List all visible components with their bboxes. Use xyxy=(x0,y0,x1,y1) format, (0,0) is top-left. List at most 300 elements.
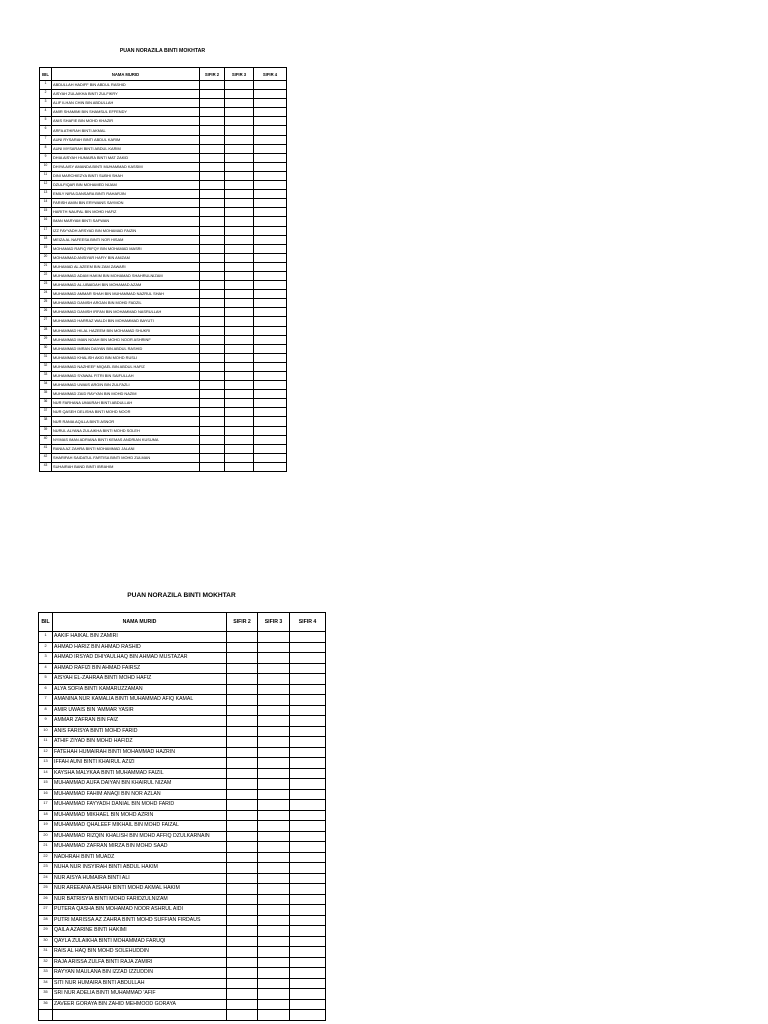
student-name: MUHAMMAD HILAL HAZEEM BIN MOHAMAD SHUKRI xyxy=(52,326,200,335)
student-name: MUHAMMAD NAZHEEF MIQAEL BIN ABDUL HAFIZ xyxy=(52,362,200,371)
sifir-3-cell xyxy=(225,199,254,208)
sifir-2-cell xyxy=(200,217,225,226)
student-name: ARFA ATHIRAH BINTI AKMAL xyxy=(52,126,200,135)
sifir-3-cell xyxy=(225,190,254,199)
sifir-3-cell xyxy=(225,135,254,144)
table-row xyxy=(39,894,326,905)
sifir-2-cell xyxy=(200,390,225,399)
sifir-2-cell xyxy=(200,99,225,108)
table-row xyxy=(40,262,287,271)
student-number: 1 xyxy=(39,632,53,643)
student-name: HARITH NAUFAL BIN MOHD HAFIZ xyxy=(52,208,200,217)
sifir-3-cell xyxy=(258,705,290,716)
sifir-2-cell xyxy=(227,705,258,716)
sifir-2-cell xyxy=(200,353,225,362)
student-name: SITI NUR HUMAIRA BINTI ABDULLAH xyxy=(53,978,227,989)
sifir-4-cell xyxy=(290,821,326,832)
sifir-2-cell xyxy=(227,915,258,926)
sifir-3-cell xyxy=(258,789,290,800)
sifir-2-cell xyxy=(227,684,258,695)
student-number: 37 xyxy=(40,408,52,417)
sifir-3-cell xyxy=(258,800,290,811)
table-row xyxy=(39,936,326,947)
sifir-4-cell xyxy=(254,335,287,344)
table-row xyxy=(40,317,287,326)
table-row xyxy=(39,779,326,790)
sifir-4-cell xyxy=(254,217,287,226)
column-header-sifir-4: SIFIR 4 xyxy=(254,68,287,81)
sifir-4-cell xyxy=(290,989,326,1000)
student-name: RANIA AZ ZAHRA BINTI MOHAMMAD JALANI xyxy=(52,444,200,453)
sifir-3-cell xyxy=(225,226,254,235)
table-row xyxy=(39,821,326,832)
student-name: MUHAMMAD RIZQIN KHALISH BIN MOHD AFFIQ DZULKARNAIN xyxy=(53,831,227,842)
sifir-2-cell xyxy=(200,362,225,371)
sifir-3-cell xyxy=(225,326,254,335)
table-body xyxy=(39,632,326,1021)
table-row xyxy=(40,162,287,171)
sifir-4-cell xyxy=(290,831,326,842)
sifir-4-cell xyxy=(290,642,326,653)
student-number: 36 xyxy=(40,399,52,408)
sifir-3-cell xyxy=(225,262,254,271)
sifir-2-cell xyxy=(200,135,225,144)
sifir-4-cell xyxy=(254,153,287,162)
sifir-2-cell xyxy=(227,737,258,748)
student-name: SUHAIRAH BAND BINTI IBRAHIM xyxy=(52,462,200,471)
student-name: AUNI RYSARAH BINTI ABDUL KARIM xyxy=(52,135,200,144)
column-header-sifir-3: SIFIR 3 xyxy=(258,613,290,632)
table-row xyxy=(39,999,326,1010)
student-name: AMIR SHAMIMI BIN SHAMSUL EFFENDY xyxy=(52,108,200,117)
sifir-3-cell xyxy=(225,244,254,253)
sifir-3-cell xyxy=(225,153,254,162)
table-row xyxy=(39,663,326,674)
sifir-4-cell xyxy=(290,947,326,958)
column-header-sifir-4: SIFIR 4 xyxy=(290,613,326,632)
student-name: MUHAMMAD IMAN NOAH BIN MOHD NOOR ASHRINF xyxy=(52,335,200,344)
student-name: MUHAMMAD ADAM HAKIM BIN MOHAMAD SHAHRULNIZAM xyxy=(52,271,200,280)
sifir-2-cell xyxy=(200,144,225,153)
sifir-4-cell xyxy=(290,1010,326,1021)
column-header-sifir-2: SIFIR 2 xyxy=(200,68,225,81)
student-number: 28 xyxy=(39,915,53,926)
table-row xyxy=(40,408,287,417)
sheet-title: PUAN NORAZILA BINTI MOKHTAR xyxy=(119,48,206,54)
student-number: 23 xyxy=(40,281,52,290)
sifir-4-cell xyxy=(290,863,326,874)
sifir-4-cell xyxy=(254,444,287,453)
sifir-2-cell xyxy=(200,208,225,217)
student-number: 17 xyxy=(39,800,53,811)
table-row xyxy=(40,417,287,426)
sifir-4-cell xyxy=(254,126,287,135)
sifir-2-cell xyxy=(200,326,225,335)
sifir-3-cell xyxy=(225,181,254,190)
student-name: ABDULLAH HADIFF BIN ABDUL RASHID xyxy=(52,81,200,90)
sifir-2-cell xyxy=(227,894,258,905)
student-name: ALYA SOFIA BINTI KAMARUZZAMAN xyxy=(53,684,227,695)
table-row xyxy=(40,90,287,99)
student-number: 30 xyxy=(39,936,53,947)
student-name: ANIS FARISYA BINTI MOHD FARID xyxy=(53,726,227,737)
student-name: MUHAMMAD DANISH IRFAN BIN MOHAMMAD NASRULLAH xyxy=(52,308,200,317)
sifir-3-cell xyxy=(258,642,290,653)
sheet-title: PUAN NORAZILA BINTI MOKHTAR xyxy=(127,592,236,599)
sifir-2-cell xyxy=(200,181,225,190)
sifir-3-cell xyxy=(225,317,254,326)
student-number: 29 xyxy=(39,926,53,937)
student-number: 1 xyxy=(40,81,52,90)
student-name: AHMAD HARIZ BIN AHMAD RASHID xyxy=(53,642,227,653)
sifir-3-cell xyxy=(258,831,290,842)
sifir-3-cell xyxy=(225,117,254,126)
sifir-3-cell xyxy=(258,726,290,737)
student-number: 4 xyxy=(39,663,53,674)
student-name: FARISH AMIN BIN ERYWANS SAYMON xyxy=(52,199,200,208)
student-number: 23 xyxy=(39,863,53,874)
sifir-2-cell xyxy=(200,299,225,308)
table-row xyxy=(39,789,326,800)
student-table xyxy=(39,67,287,472)
sifir-2-cell xyxy=(200,190,225,199)
student-name: MUHAMMAD FAYYADH DANIAL BIN MOHD FARID xyxy=(53,800,227,811)
student-number: 11 xyxy=(40,171,52,180)
sifir-4-cell xyxy=(254,326,287,335)
table-row xyxy=(40,208,287,217)
table-row xyxy=(39,968,326,979)
table-row xyxy=(40,99,287,108)
table-row xyxy=(39,863,326,874)
student-number: 8 xyxy=(40,144,52,153)
sifir-4-cell xyxy=(254,271,287,280)
student-number: 27 xyxy=(40,317,52,326)
student-number: 2 xyxy=(40,90,52,99)
student-number: 24 xyxy=(40,290,52,299)
sifir-3-cell xyxy=(258,674,290,685)
student-number: 14 xyxy=(39,768,53,779)
sifir-2-cell xyxy=(200,408,225,417)
sifir-3-cell xyxy=(258,926,290,937)
sifir-2-cell xyxy=(227,926,258,937)
student-number: 26 xyxy=(40,308,52,317)
table-row xyxy=(40,199,287,208)
sifir-4-cell xyxy=(254,417,287,426)
student-number: 7 xyxy=(40,135,52,144)
column-header-sifir-3: SIFIR 3 xyxy=(225,68,254,81)
sifir-2-cell xyxy=(227,674,258,685)
table-row xyxy=(40,153,287,162)
student-name: KAYSHA MALYKAA BINTI MUHAMMAD FAIZIL xyxy=(53,768,227,779)
table-row xyxy=(40,226,287,235)
sifir-4-cell xyxy=(254,235,287,244)
student-number: 27 xyxy=(39,905,53,916)
sifir-2-cell xyxy=(227,726,258,737)
sifir-4-cell xyxy=(290,653,326,664)
sifir-3-cell xyxy=(258,663,290,674)
table-body xyxy=(40,81,287,472)
student-number: 32 xyxy=(39,957,53,968)
student-number: 5 xyxy=(40,117,52,126)
sifir-3-cell xyxy=(225,462,254,471)
student-number: 19 xyxy=(39,821,53,832)
table-header-row xyxy=(39,613,326,632)
student-name: AMMAR ZAFRAN BIN FAIZ xyxy=(53,716,227,727)
table-row xyxy=(40,126,287,135)
sifir-4-cell xyxy=(290,737,326,748)
sifir-4-cell xyxy=(290,705,326,716)
sifir-2-cell xyxy=(200,81,225,90)
table-row xyxy=(39,978,326,989)
sifir-3-cell xyxy=(225,335,254,344)
student-number: 12 xyxy=(39,747,53,758)
table-row xyxy=(40,390,287,399)
sifir-3-cell xyxy=(225,99,254,108)
student-number: 40 xyxy=(40,435,52,444)
sifir-3-cell xyxy=(225,253,254,262)
sifir-3-cell xyxy=(258,915,290,926)
sifir-3-cell xyxy=(258,905,290,916)
sifir-4-cell xyxy=(254,190,287,199)
student-name xyxy=(53,1010,227,1021)
sifir-3-cell xyxy=(225,171,254,180)
sifir-4-cell xyxy=(290,663,326,674)
sifir-2-cell xyxy=(227,768,258,779)
sifir-2-cell xyxy=(200,171,225,180)
table-row xyxy=(40,308,287,317)
student-name: DZULFIQAR BIN MOHAMED NIJAM xyxy=(52,181,200,190)
table-row xyxy=(39,705,326,716)
table-row xyxy=(40,426,287,435)
table-row xyxy=(40,344,287,353)
student-name: MOHAMMAD ANSIYAR HAFIY BIN ANIZAM xyxy=(52,253,200,262)
student-name: NURUL ALYANA ZULAIKHA BINTI MOHD SOLEH xyxy=(52,426,200,435)
student-name: DHIA AISYAH HUMAIRA BINTI MAT ZAKID xyxy=(52,153,200,162)
student-number: 21 xyxy=(39,842,53,853)
student-name: MOHAMAD RAFIQ RIFQY BIN MOHAMAD MASRI xyxy=(52,244,200,253)
sifir-4-cell xyxy=(290,779,326,790)
student-number: 34 xyxy=(40,381,52,390)
sifir-3-cell xyxy=(258,737,290,748)
student-number: 18 xyxy=(39,810,53,821)
table-row xyxy=(40,217,287,226)
student-name: AUNI MYSARAH BINTI ABDUL KARIM xyxy=(52,144,200,153)
sifir-3-cell xyxy=(225,144,254,153)
sifir-2-cell xyxy=(200,399,225,408)
sifir-3-cell xyxy=(258,863,290,874)
sifir-3-cell xyxy=(258,968,290,979)
table-row xyxy=(40,190,287,199)
student-number: 26 xyxy=(39,894,53,905)
table-row xyxy=(39,947,326,958)
table-row xyxy=(40,81,287,90)
student-number: 13 xyxy=(40,190,52,199)
sifir-3-cell xyxy=(225,399,254,408)
student-number: 25 xyxy=(40,299,52,308)
student-number: 22 xyxy=(40,271,52,280)
student-name: SHARIFAH SAIDATUL FARTISA BINTI MOHD ZULMAN xyxy=(52,453,200,462)
table-row xyxy=(40,453,287,462)
student-number: 15 xyxy=(39,779,53,790)
student-number: 33 xyxy=(39,968,53,979)
table-row xyxy=(40,290,287,299)
sifir-4-cell xyxy=(290,810,326,821)
sifir-4-cell xyxy=(254,290,287,299)
sifir-4-cell xyxy=(254,372,287,381)
sifir-2-cell xyxy=(227,695,258,706)
student-name: AAKIF HAIKAL BIN ZAMIRI xyxy=(53,632,227,643)
student-name: MUHAMMAD AUFA DAIYAN BIN KHAIRUL NIZAM xyxy=(53,779,227,790)
student-name: MUHAMMAD DANISH ARGAN BIN MOHD FADZIL xyxy=(52,299,200,308)
sifir-2-cell xyxy=(227,800,258,811)
sifir-4-cell xyxy=(254,362,287,371)
table-row xyxy=(40,271,287,280)
column-header-name: NAMA MURID xyxy=(52,68,200,81)
table-row xyxy=(40,135,287,144)
student-name: MUHAMMAD MIKHAEL BIN MOHD AZRIN xyxy=(53,810,227,821)
student-name: QAILA AZARINE BINTI HAKIMI xyxy=(53,926,227,937)
sifir-2-cell xyxy=(227,653,258,664)
student-number: 11 xyxy=(39,737,53,748)
sifir-4-cell xyxy=(290,968,326,979)
sifir-4-cell xyxy=(254,171,287,180)
table-row xyxy=(39,989,326,1000)
student-number: 18 xyxy=(40,235,52,244)
student-name: AISYAH ZULAIKHA BINTI ZULFIKRY xyxy=(52,90,200,99)
student-number: 25 xyxy=(39,884,53,895)
sifir-4-cell xyxy=(254,117,287,126)
student-name: IZZ FAYYADH ARSYAD BIN MOHAMAD FAIZIN xyxy=(52,226,200,235)
sifir-2-cell xyxy=(200,108,225,117)
table-row xyxy=(40,235,287,244)
sifir-2-cell xyxy=(227,957,258,968)
sifir-3-cell xyxy=(258,978,290,989)
sifir-4-cell xyxy=(290,695,326,706)
sifir-4-cell xyxy=(290,747,326,758)
sifir-3-cell xyxy=(225,81,254,90)
table-row xyxy=(40,381,287,390)
sifir-2-cell xyxy=(227,968,258,979)
sifir-3-cell xyxy=(225,390,254,399)
sifir-2-cell xyxy=(200,271,225,280)
student-name: NUR RANIA AQILLA BINTI ASNOR xyxy=(52,417,200,426)
sifir-2-cell xyxy=(200,235,225,244)
student-number: 9 xyxy=(40,153,52,162)
sifir-4-cell xyxy=(290,768,326,779)
column-header-bil: BIL xyxy=(39,613,53,632)
table-row xyxy=(39,842,326,853)
sifir-4-cell xyxy=(290,674,326,685)
sifir-2-cell xyxy=(227,758,258,769)
table-row xyxy=(39,873,326,884)
student-number: 30 xyxy=(40,344,52,353)
student-name: AMANINA NUR KAMALIA BINTI MUHAMMAD AFIQ KAMAL xyxy=(53,695,227,706)
student-number: 33 xyxy=(40,372,52,381)
student-name: NUR AISYA HUMAIRA BINTI ALI xyxy=(53,873,227,884)
sifir-3-cell xyxy=(225,344,254,353)
sifir-3-cell xyxy=(225,408,254,417)
sifir-4-cell xyxy=(290,842,326,853)
student-number: 6 xyxy=(40,126,52,135)
sifir-2-cell xyxy=(227,842,258,853)
sifir-2-cell xyxy=(200,117,225,126)
student-name: RAJA ARISSA ZULFA BINTI RAJA ZAMIRI xyxy=(53,957,227,968)
student-number: 21 xyxy=(40,262,52,271)
student-name: PUTRI MARISSA AZ ZAHRA BINTI MOHD SUFFIAN FIRDAUS xyxy=(53,915,227,926)
sifir-4-cell xyxy=(254,308,287,317)
sifir-3-cell xyxy=(258,695,290,706)
sifir-3-cell xyxy=(258,936,290,947)
sifir-3-cell xyxy=(225,290,254,299)
student-name: ANIS SHAFIE BIN MOHD KHAZIR xyxy=(52,117,200,126)
table-row xyxy=(40,462,287,471)
sifir-3-cell xyxy=(258,747,290,758)
student-name: AHMAD RAFIZI BIN AHMAD FAIRSZ xyxy=(53,663,227,674)
student-number: 12 xyxy=(40,181,52,190)
column-header-bil: BIL xyxy=(40,68,52,81)
sifir-2-cell xyxy=(227,947,258,958)
sifir-2-cell xyxy=(227,999,258,1010)
student-number: 16 xyxy=(40,217,52,226)
sifir-2-cell xyxy=(227,863,258,874)
sifir-4-cell xyxy=(290,873,326,884)
sifir-3-cell xyxy=(225,126,254,135)
sifir-4-cell xyxy=(254,408,287,417)
student-name: NUR QASEH DELISHA BINTI MOHD NOOR xyxy=(52,408,200,417)
student-name: NUR BATRISYIA BINTI MOHD FARIDZULNIZAM xyxy=(53,894,227,905)
sifir-3-cell xyxy=(225,281,254,290)
student-number xyxy=(39,1010,53,1021)
table-row xyxy=(39,915,326,926)
sifir-4-cell xyxy=(290,999,326,1010)
sifir-4-cell xyxy=(254,99,287,108)
student-number: 13 xyxy=(39,758,53,769)
student-name: MUHAMMAD AL-UBAIDAH BIN MOHAMAD AZAM xyxy=(52,281,200,290)
student-name: MUHAMMAD QHALEEF MIKHAIL BIN MOHD FAIZAL xyxy=(53,821,227,832)
student-number: 6 xyxy=(39,684,53,695)
sifir-3-cell xyxy=(258,758,290,769)
student-number: 24 xyxy=(39,873,53,884)
table-row xyxy=(39,674,326,685)
table-row xyxy=(40,244,287,253)
student-name: MUHAMMAD AMMAR SHAH BIN MUHAMMAD NAZRUL SHAH xyxy=(52,290,200,299)
sifir-3-cell xyxy=(225,353,254,362)
student-name: NADHRAH BINTI MUADZ xyxy=(53,852,227,863)
sifir-4-cell xyxy=(254,135,287,144)
sifir-2-cell xyxy=(227,716,258,727)
student-number: 34 xyxy=(39,978,53,989)
sifir-3-cell xyxy=(258,1010,290,1021)
sifir-2-cell xyxy=(200,162,225,171)
sifir-4-cell xyxy=(290,926,326,937)
table-row xyxy=(39,810,326,821)
sifir-2-cell xyxy=(200,90,225,99)
student-number: 9 xyxy=(39,716,53,727)
student-number: 32 xyxy=(40,362,52,371)
sifir-2-cell xyxy=(227,936,258,947)
sifir-2-cell xyxy=(200,335,225,344)
table-row xyxy=(40,171,287,180)
table-row xyxy=(40,299,287,308)
sifir-2-cell xyxy=(200,381,225,390)
sifir-4-cell xyxy=(290,789,326,800)
sifir-3-cell xyxy=(258,852,290,863)
table-row xyxy=(39,926,326,937)
student-name: ZAVEER GORAYA BIN ZAHID MEHMOOD GORAYA xyxy=(53,999,227,1010)
student-name: MUHAMMAD UWAIS ARGIN BIN ZULFAZLI xyxy=(52,381,200,390)
sifir-4-cell xyxy=(254,208,287,217)
table-row xyxy=(40,117,287,126)
